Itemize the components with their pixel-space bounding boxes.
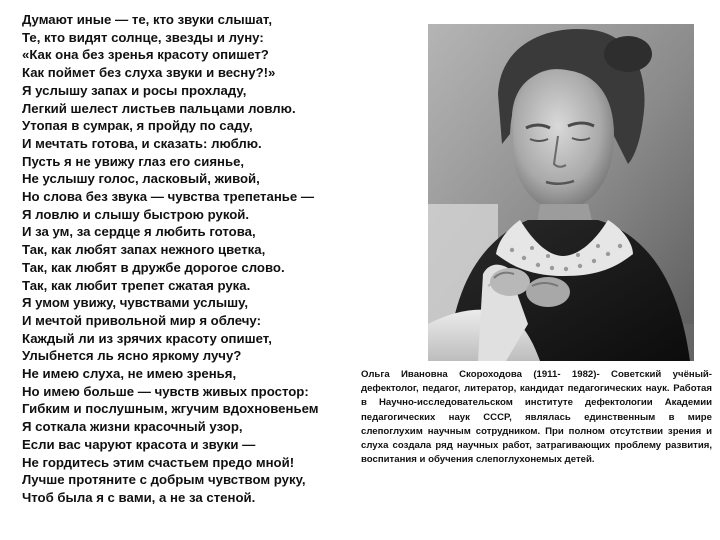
poem-line: Утопая в сумрак, я пройду по саду,	[22, 118, 253, 134]
poem-line: Не имею слуха, не имею зренья,	[22, 366, 237, 382]
poem-line: Я умом увижу, чувствами услышу,	[22, 295, 249, 311]
poem-line: Думают иные — те, кто звуки слышат,	[22, 12, 273, 27]
poem-line: Как поймет без слуха звуки и весну?!»	[22, 65, 276, 81]
poem-line: Не услышу голос, ласковый, живой,	[22, 171, 260, 187]
poem-line: И мечтой привольной мир я облечу:	[22, 312, 261, 328]
poem-line: Я услышу запах и росы прохладу,	[22, 82, 247, 98]
poem-line: Так, как любят в дружбе дорогое слово.	[22, 259, 285, 275]
poem-line: Гибким и послушным, жгучим вдохновеньем	[22, 401, 319, 417]
poem-line: Не гордитесь этим счастьем предо мной!	[22, 454, 295, 470]
poem-line: Чтоб была я с вами, а не за стеной.	[22, 489, 256, 505]
poem	[22, 11, 352, 507]
poem-line: Но слова без звука — чувства трепетанье —	[22, 189, 315, 205]
poem-line: Я соткала жизни красочный узор,	[22, 419, 243, 435]
poem-line: Легкий шелест листьев пальцами ловлю.	[22, 100, 296, 116]
portrait-photo	[428, 24, 694, 361]
poem-line: Так, как любят запах нежного цветка,	[22, 242, 266, 258]
biography-caption: Ольга Ивановна Скороходова (1911- 1982)- Советский учёный-дефектолог, педагог, литератор, кандидат педагогических наук. Работая в Научно-исследовательском институте дефектологии Академии педагогических наук СССР, являлась единственным в мире слепоглухим научным сотрудником. При полном отсутствии зрения и слуха создала ряд научных работ, затрагивающих проблему развития, воспитания и обучения слепоглухонемых детей.	[361, 369, 712, 466]
poem-line: Каждый ли из зрячих красоту опишет,	[22, 330, 272, 346]
poem-line: Если вас чаруют красота и звуки —	[22, 436, 256, 452]
poem-line: И за ум, за сердце я любить готова,	[22, 224, 256, 240]
poem-line: Я ловлю и слышу быстрою рукой.	[22, 206, 250, 222]
poem-line: Лучше протяните с добрым чувством руку,	[22, 472, 306, 488]
poem-line: Пусть я не увижу глаз его сиянье,	[22, 153, 245, 169]
poem-line: Те, кто видят солнце, звезды и луну:	[22, 29, 264, 45]
poem-line: «Как она без зренья красоту опишет?	[22, 47, 269, 63]
portrait-photo-drawing	[428, 24, 694, 361]
poem-line: Улыбнется ль ясно яркому лучу?	[22, 348, 242, 364]
poem-line: И мечтать готова, и сказать: люблю.	[22, 135, 262, 151]
poem-line: Так, как любит трепет сжатая рука.	[22, 277, 251, 293]
poem-line: Но имею больше — чувств живых простор:	[22, 383, 309, 399]
